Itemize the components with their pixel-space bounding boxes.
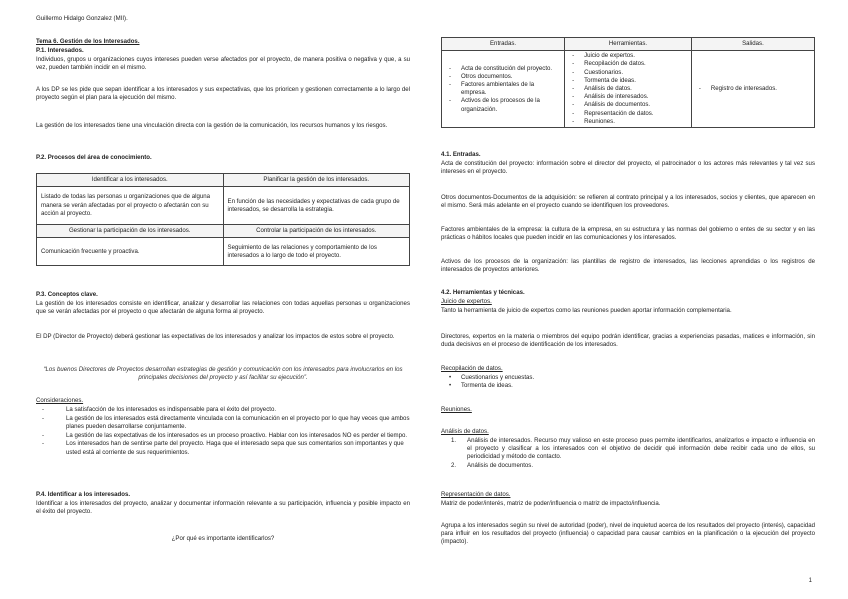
process-cell-control: Seguimiento de las relaciones y comportamiento de los interesados a lo largo de todo el proyecto.	[223, 238, 410, 266]
io-header-tools: Herramientas.	[565, 38, 692, 51]
considerations-item: - La gestión de los interesados está directamente vinculada con la comunicación en el proyecto por lo que hay veces que ambos planes pueden desarrollarse conjuntamente.	[66, 415, 410, 431]
process-header-control: Controlar la participación de los interesados.	[223, 225, 410, 238]
data-collection-item: • Tormenta de ideas.	[461, 382, 801, 390]
considerations-item: - La gestión de las expectativas de los interesados es un proceso proactivo. Hablar con los interesados NO es perder el tiempo.	[66, 432, 410, 440]
io-outputs-list	[695, 85, 811, 93]
analysis-title: Análisis de datos.	[441, 428, 489, 435]
io-tool-item: - Recopilación de datos.	[584, 60, 688, 68]
interesados-paragraph-1: Individuos, grupos u organizaciones cuyos intereses pueden verse afectados por el proyecto, de manera positiva o negativa y que, a su vez, pueden también incidir en el mismo.	[36, 56, 410, 72]
io-tools-list	[568, 52, 688, 126]
analysis-list	[441, 437, 815, 470]
io-input-item: - Otros documentos.	[461, 73, 561, 81]
conceptos-paragraph-2: El DP (Director de Proyecto) deberá gestionar las expectativas de los interesados y analizar los impactos de estos sobre el proyecto.	[36, 333, 395, 340]
quote: “Los buenos Directores de Proyectos desarrollan estrategias de gestión y comunicación con los interesados para involucrarlos en los principales decisiones del proyecto y así facilitar su ejecución”.	[43, 366, 403, 382]
analysis-item: 2. Análisis de documentos.	[451, 461, 534, 469]
meetings-title: Reuniones.	[441, 406, 472, 413]
author-line: Guillermo Hidalgo Gonzalez (MII).	[36, 15, 128, 22]
considerations-list	[36, 406, 410, 457]
io-input-item: - Factores ambientales de la empresa.	[461, 81, 561, 97]
io-tool-item: - Reuniones.	[584, 118, 688, 126]
representation-paragraph-1: Matriz de poder/interés, matriz de poder/influencia o matriz de impacto/influencia.	[441, 500, 661, 507]
io-header-inputs: Entradas.	[442, 38, 565, 51]
topic-title: Tema 6. Gestión de los Interesados.	[36, 38, 140, 45]
section-conceptos-title: P.3. Conceptos clave.	[36, 291, 98, 298]
interesados-paragraph-3: La gestión de los interesados tiene una vinculación directa con la gestión de la comunicación, los recursos humanos y los riesgos.	[36, 122, 388, 129]
io-tool-item: - Representación de datos.	[584, 110, 688, 118]
section-herramientas-title: 4.2. Herramientas y técnicas.	[441, 289, 525, 296]
data-collection-title: Recopilación de datos.	[441, 365, 503, 372]
io-header-outputs: Salidas.	[691, 38, 814, 51]
representation-title: Representación de datos.	[441, 491, 511, 498]
data-collection-item: • Cuestionarios y encuestas.	[461, 374, 801, 382]
process-header-manage: Gestionar la participación de los interesados.	[37, 225, 224, 238]
io-inputs-list	[445, 65, 561, 114]
process-header-identify: Identificar a los interesados.	[37, 174, 224, 187]
io-tool-item: - Juicio de expertos.	[584, 52, 688, 60]
section-procesos-title: P.2. Procesos del área de conocimiento.	[36, 154, 152, 161]
identificar-paragraph: Identificar a los interesados del proyecto, analizar y documentar información relevante a su participación, influencia y posible impacto en el éxito del proyecto.	[36, 500, 410, 516]
io-tool-item: - Cuestionarios.	[584, 69, 688, 77]
data-collection-list	[441, 374, 801, 390]
entradas-paragraph-1: Acta de constitución del proyecto: información sobre el director del proyecto, el patrocinador o los actores más relevantes y tal vez sus intereses en el proyecto.	[441, 160, 815, 176]
considerations-title: Consideraciones.	[36, 397, 84, 404]
io-tool-item: - Análisis de documentos.	[584, 101, 688, 109]
process-header-plan: Planificar la gestión de los interesados.	[223, 174, 410, 187]
analysis-item: 1. Análisis de interesados. Recurso muy valioso en este proceso pues permite identificarlos, analizarlos e impacto e influencia en el proyecto y clasificar a los interesados con el objetivo de decidir qué información debe recibir cada uno de ellos, su periodicidad y método de contacto.	[451, 437, 815, 461]
expert-paragraph-1: Tanto la herramienta de juicio de expertos como las reuniones pueden aportar información complementaria.	[441, 307, 732, 314]
process-cell-plan: En función de las necesidades y expectativas de cada grupo de interesados, se desarrolla la estrategia.	[223, 187, 410, 225]
entradas-paragraph-3: Factores ambientales de la empresa: la cultura de la empresa, en su estructura y las normas del gobierno o entes de su sector y en las prácticas o hábitos locales que pueden incidir en las comunicaciones y los interesados.	[441, 226, 815, 242]
io-table	[441, 37, 815, 128]
section-entradas-title: 4.1. Entradas.	[441, 151, 481, 158]
section-identificar-title: P.4. Identificar a los interesados.	[36, 491, 131, 498]
io-input-item: - Activos de los procesos de la organización.	[461, 97, 561, 113]
io-tool-item: - Análisis de datos.	[584, 85, 688, 93]
process-table	[36, 173, 410, 266]
considerations-item: - La satisfacción de los interesados es indispensable para el éxito del proyecto.	[66, 406, 410, 414]
process-cell-manage: Comunicación frecuente y proactiva.	[37, 238, 224, 266]
io-input-item: - Acta de constitución del proyecto.	[461, 65, 561, 73]
representation-paragraph-2: Agrupa a los interesados según su nivel de autoridad (poder), nivel de inquietud acerca de los resultados del proyecto (interés), capacidad para influir en los resultados del proyecto (influencia) o capacidad para causar cambios en la planificación o la ejecución del proyecto (impacto).	[441, 522, 815, 546]
io-output-item: - Registro de interesados.	[711, 85, 811, 93]
expert-title: Juicio de expertos.	[441, 298, 492, 305]
process-cell-identify: Listado de todas las personas u organizaciones que de alguna manera se verán afectadas por el proyecto o afectarán con su acción al proyecto.	[37, 187, 224, 225]
page-number: 1	[808, 577, 812, 584]
conceptos-paragraph-1: La gestión de los interesados consiste en identificar, analizar y desarrollar las relaciones con todas aquellas personas u organizaciones que se verán afectadas por el proyecto o que afectarán de alguna forma al proyecto.	[36, 300, 410, 316]
section-interesados-title: P.1. Interesados.	[36, 47, 84, 54]
entradas-paragraph-4: Activos de los procesos de la organización: las plantillas de registro de interesados, las lecciones aprendidas o los registros de interesados de proyectos anteriores.	[441, 258, 815, 274]
entradas-paragraph-2: Otros documentos-Documentos de la adquisición: se refieren al contrato principal y a los interesados, socios y clientes, que aparecen en el mismo. Será más adelante en el proyecto cuando se identifiquen los proveedores.	[441, 194, 815, 210]
interesados-paragraph-2: A los DP se les pide que sepan identificar a los interesados y sus expectativas, que los prioricen y gestionen correctamente a lo largo del proyecto según el plan para la ejecución del mismo.	[36, 86, 410, 102]
identificar-question: ¿Por qué es importante identificarlos?	[171, 535, 275, 542]
expert-paragraph-2: Directores, expertos en la materia o miembros del equipo podrán identificar, gracias a experiencias pasadas, matices e información, sin duda decisivos en el proceso de identificación de los interesados.	[441, 333, 815, 349]
io-tool-item: - Análisis de interesados.	[584, 93, 688, 101]
considerations-item: - Los interesados han de sentirse parte del proyecto. Haga que el interesado sepa que sus comentarios son importantes y que usted está al corriente de sus requerimientos.	[66, 440, 410, 456]
io-tool-item: - Tormenta de ideas.	[584, 77, 688, 85]
